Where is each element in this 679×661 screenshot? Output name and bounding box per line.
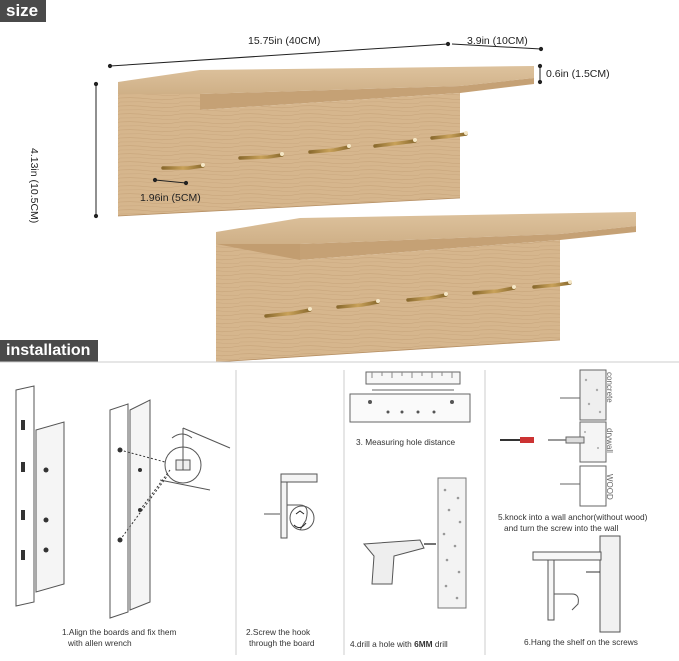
installation-section-tag: installation	[0, 340, 98, 362]
step6-caption: 6.Hang the shelf on the screws	[524, 637, 638, 647]
dim-thickness: 0.6in (1.5CM)	[546, 68, 610, 80]
step5-caption: 5.knock into a wall anchor(without wood) and turn the screw into the wall	[498, 512, 648, 533]
shelf-photo	[216, 212, 636, 362]
step1-caption: 1.Align the boards and fix them with allen wrench	[62, 627, 177, 648]
step4-illustration	[364, 478, 466, 608]
wall-label-drywall: drywall	[605, 428, 614, 453]
step2-caption: 2.Screw the hook through the board	[246, 627, 315, 648]
wall-label-wood: WOOD	[605, 474, 614, 500]
size-section-tag: size	[0, 0, 46, 22]
step6-illustration	[533, 536, 620, 632]
step3-illustration	[350, 372, 470, 422]
wall-label-concrete: concrete	[605, 372, 614, 403]
dim-width: 15.75in (40CM)	[248, 35, 321, 47]
step5-illustration	[500, 370, 606, 506]
step1-illustration	[16, 386, 230, 618]
dim-height: 4.13in (10.5CM)	[28, 148, 40, 224]
dim-depth: 3.9in (10CM)	[467, 35, 528, 47]
dim-hook-spacing: 1.96in (5CM)	[140, 192, 201, 204]
step4-caption: 4.drill a hole with 6MM drill	[350, 639, 448, 649]
step3-caption: 3. Measuring hole distance	[356, 437, 456, 447]
step2-illustration	[264, 474, 317, 538]
